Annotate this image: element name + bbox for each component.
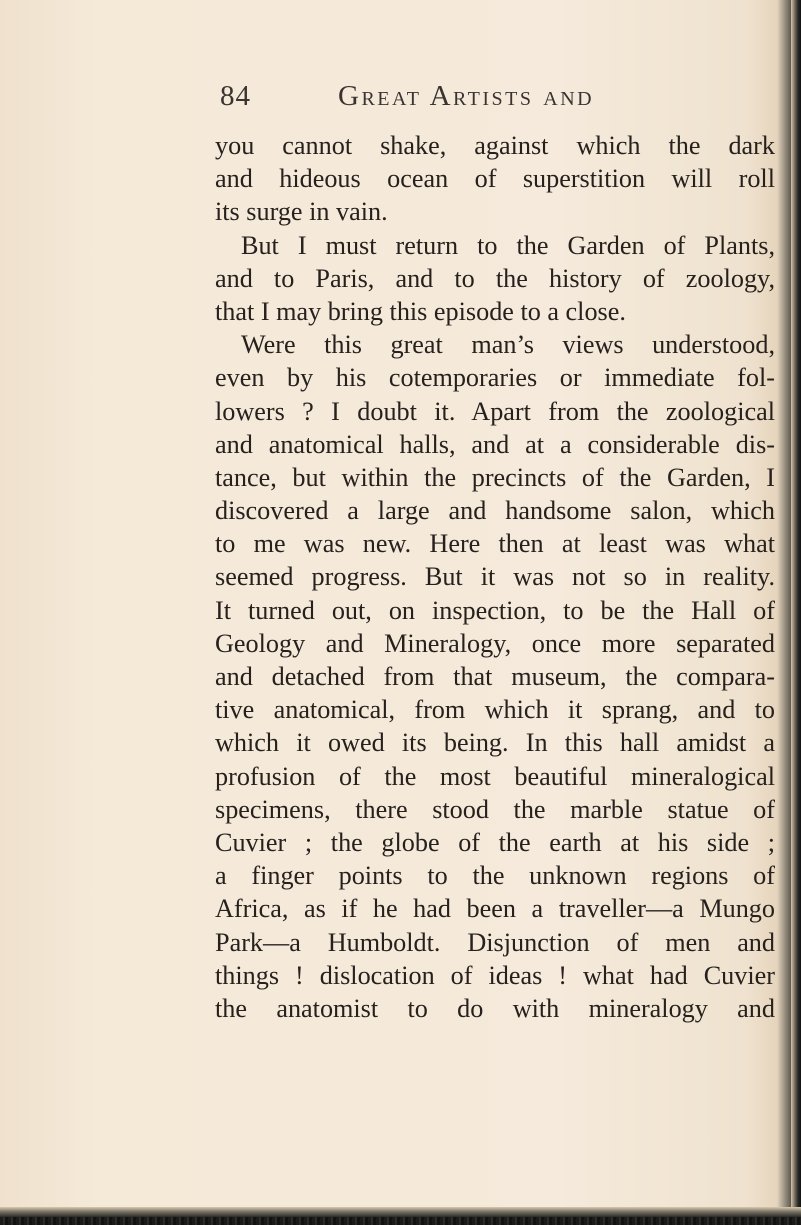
text-line: its surge in vain. bbox=[215, 197, 388, 227]
text-line: It turned out, on inspection, to be the Hall of bbox=[215, 595, 775, 625]
page-edge-bottom-texture bbox=[0, 1217, 801, 1225]
text-line: But I must return to the Garden of Plants, bbox=[241, 230, 775, 260]
text-line: specimens, there stood the marble statue of bbox=[215, 794, 775, 824]
text-line: Were this great man’s views understood, bbox=[241, 330, 775, 360]
text-line: and to Paris, and to the history of zoology, bbox=[215, 263, 775, 293]
text-line: tive anatomical, from which it sprang, and to bbox=[215, 695, 775, 725]
page-edge-right bbox=[791, 0, 801, 1225]
text-line: Africa, as if he had been a traveller—a Mungo bbox=[215, 894, 775, 924]
text-line: Cuvier ; the globe of the earth at his side ; bbox=[215, 827, 775, 857]
text-line: a finger points to the unknown regions of bbox=[215, 861, 775, 891]
body-text bbox=[215, 129, 775, 1025]
text-line: to me was new. Here then at least was what bbox=[215, 529, 775, 559]
text-line: the anatomist to do with mineralogy and bbox=[215, 993, 775, 1023]
text-line: you cannot shake, against which the dark bbox=[215, 131, 775, 160]
text-line: things ! dislocation of ideas ! what had Cuvier bbox=[215, 960, 775, 990]
text-line: and hideous ocean of superstition will roll bbox=[215, 164, 775, 194]
text-line: and anatomical halls, and at a considerable dis- bbox=[215, 429, 775, 459]
page-header bbox=[220, 76, 740, 120]
text-line: and detached from that museum, the compara- bbox=[215, 662, 775, 691]
text-line: which it owed its being. In this hall amidst a bbox=[215, 728, 775, 758]
text-line: lowers ? I doubt it. Apart from the zoological bbox=[215, 396, 775, 426]
page-number: 84 bbox=[220, 80, 251, 112]
text-line: profusion of the most beautiful mineralogical bbox=[215, 761, 775, 791]
text-line: even by his cotemporaries or immediate fol- bbox=[215, 363, 775, 393]
text-line: tance, but within the precincts of the Garden, I bbox=[215, 462, 775, 492]
text-line: discovered a large and handsome salon, which bbox=[215, 496, 775, 526]
text-line: Park—a Humboldt. Disjunction of men and bbox=[215, 927, 775, 957]
text-line: Geology and Mineralogy, once more separated bbox=[215, 628, 775, 658]
text-line: seemed progress. But it was not so in reality. bbox=[215, 562, 775, 592]
text-line: that I may bring this episode to a close. bbox=[215, 296, 626, 326]
running-title: Great Artists and bbox=[338, 80, 595, 112]
